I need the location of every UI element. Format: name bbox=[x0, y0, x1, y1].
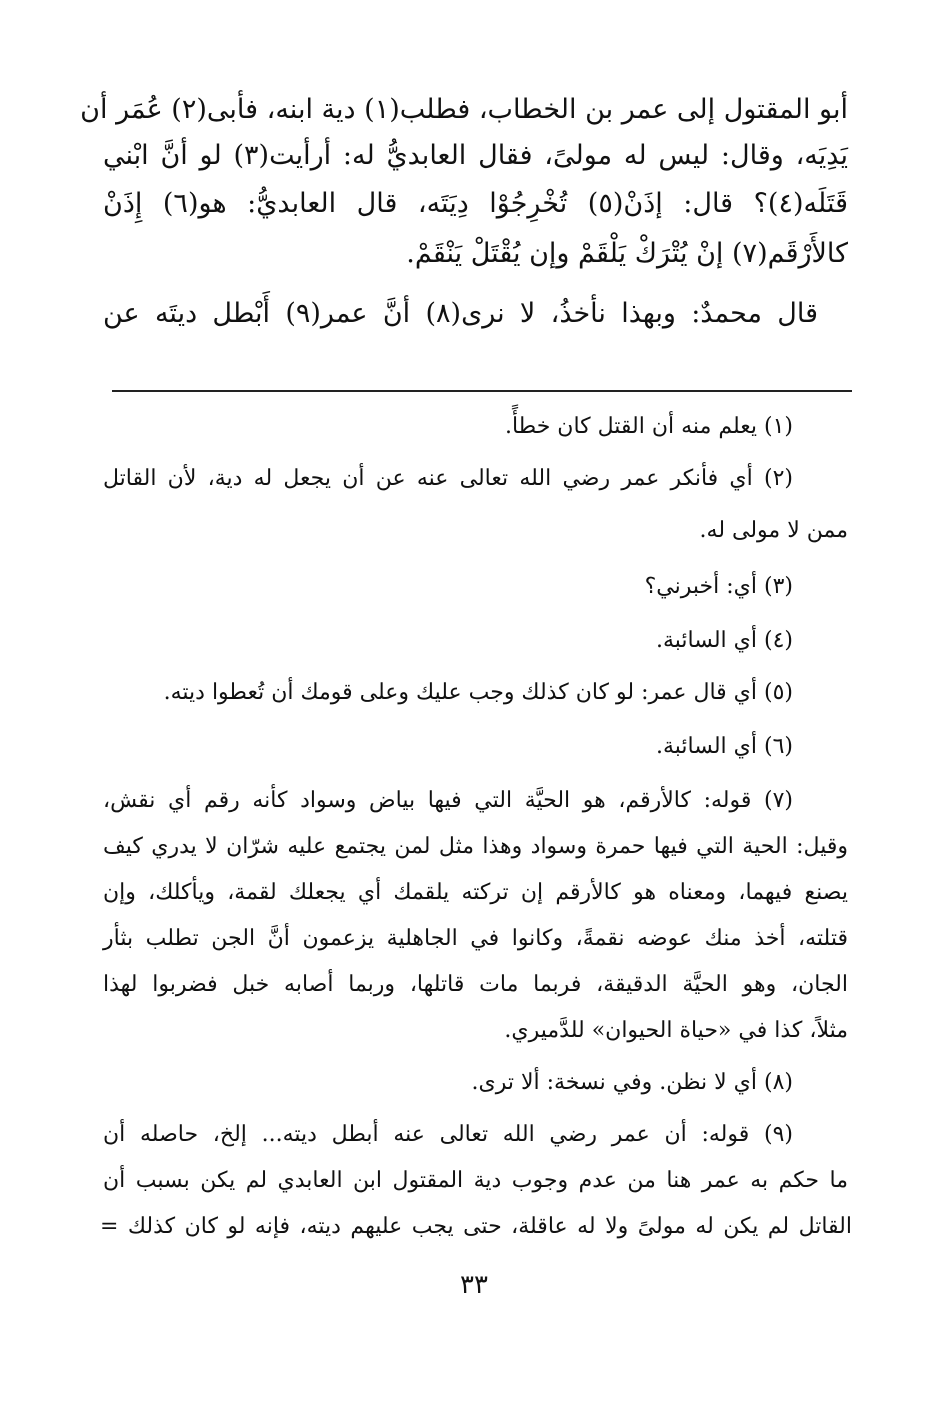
page-number: ٣٣ bbox=[460, 1270, 488, 1300]
footnote-line: (٤) أي السائبة. bbox=[655, 628, 793, 653]
main-text-line: كالأَرْقَم(٧) إنْ يُتْرَكْ يَلْقَمْ وإن يُقْتَلْ يَنْقَمْ. bbox=[406, 238, 848, 269]
footnote-line: وقيل: الحية التي فيها حمرة وسواد وهذا مثل لمن يجتمع عليه شرّان لا يدري كيف bbox=[103, 834, 848, 859]
footnote-line: الجان، وهو الحيَّة الدقيقة، فربما مات قاتلها، وربما أصابه خبل فضربوا لهذا bbox=[103, 972, 848, 997]
footnote-line: ممن لا مولى له. bbox=[699, 518, 848, 543]
footnote-line: قتلته، أخذ منك عوضه نقمةً، وكانوا في الجاهلية يزعمون أنَّ الجن تطلب بثأر bbox=[103, 926, 848, 951]
main-text-line: قَتَلَه(٤)؟ قال: إذَنْ(٥) تُخْرِجُوْا دِيَتَه، قال العابديُّ: هو(٦) إِذَنْ bbox=[103, 188, 849, 219]
footnote-separator bbox=[112, 390, 852, 392]
footnote-line: (٨) أي لا نظن. وفي نسخة: ألا ترى. bbox=[471, 1070, 793, 1095]
main-text-line: قال محمدٌ: وبهذا نأخذُ، لا نرى(٨) أنَّ عمر(٩) أَبْطل ديتَه عن bbox=[103, 298, 819, 329]
footnote-line: (٦) أي السائبة. bbox=[655, 734, 793, 759]
main-text-line: يَدِيَه، وقال: ليس له مولىً، فقال العابديُّ له: أرأيت(٣) لو أنَّ ابْني bbox=[103, 140, 848, 171]
footnote-line: (٣) أي: أخبرني؟ bbox=[644, 574, 793, 599]
footnote-line: (٩) قوله: أن عمر رضي الله تعالى عنه أبطل ديته... إلخ، حاصله أن bbox=[103, 1122, 793, 1147]
footnote-line: ما حكم به عمر هنا من عدم وجوب دية المقتول ابن العابدي لم يكن بسبب أن bbox=[103, 1168, 848, 1193]
footnote-line: مثلاً، كذا في «حياة الحيوان» للدَّميري. bbox=[504, 1018, 848, 1043]
footnote-line: يصنع فيهما، ومعناه هو كالأرقم إن تركته يلقمك أي يجعلك لقمة، ويأكلك، وإن bbox=[103, 880, 848, 905]
main-text-line: أبو المقتول إلى عمر بن الخطاب، فطلب(١) دية ابنه، فأبى(٢) عُمَر أن bbox=[80, 94, 848, 125]
footnote-line: القاتل لم يكن له مولىً ولا له عاقلة، حتى يجب عليهم ديته، فإنه لو كان كذلك = bbox=[100, 1214, 852, 1239]
footnote-line: (١) يعلم منه أن القتل كان خطأً. bbox=[504, 414, 793, 439]
footnote-line: (٥) أي قال عمر: لو كان كذلك وجب عليك وعلى قومك أن تُعطوا ديته. bbox=[163, 680, 793, 705]
footnote-line: (٧) قوله: كالأرقم، هو الحيَّة التي فيها بياض وسواد كأنه رقم أي نقش، bbox=[103, 788, 793, 813]
footnote-line: (٢) أي فأنكر عمر رضي الله تعالى عنه عن أن يجعل له دية، لأن القاتل bbox=[103, 466, 793, 491]
